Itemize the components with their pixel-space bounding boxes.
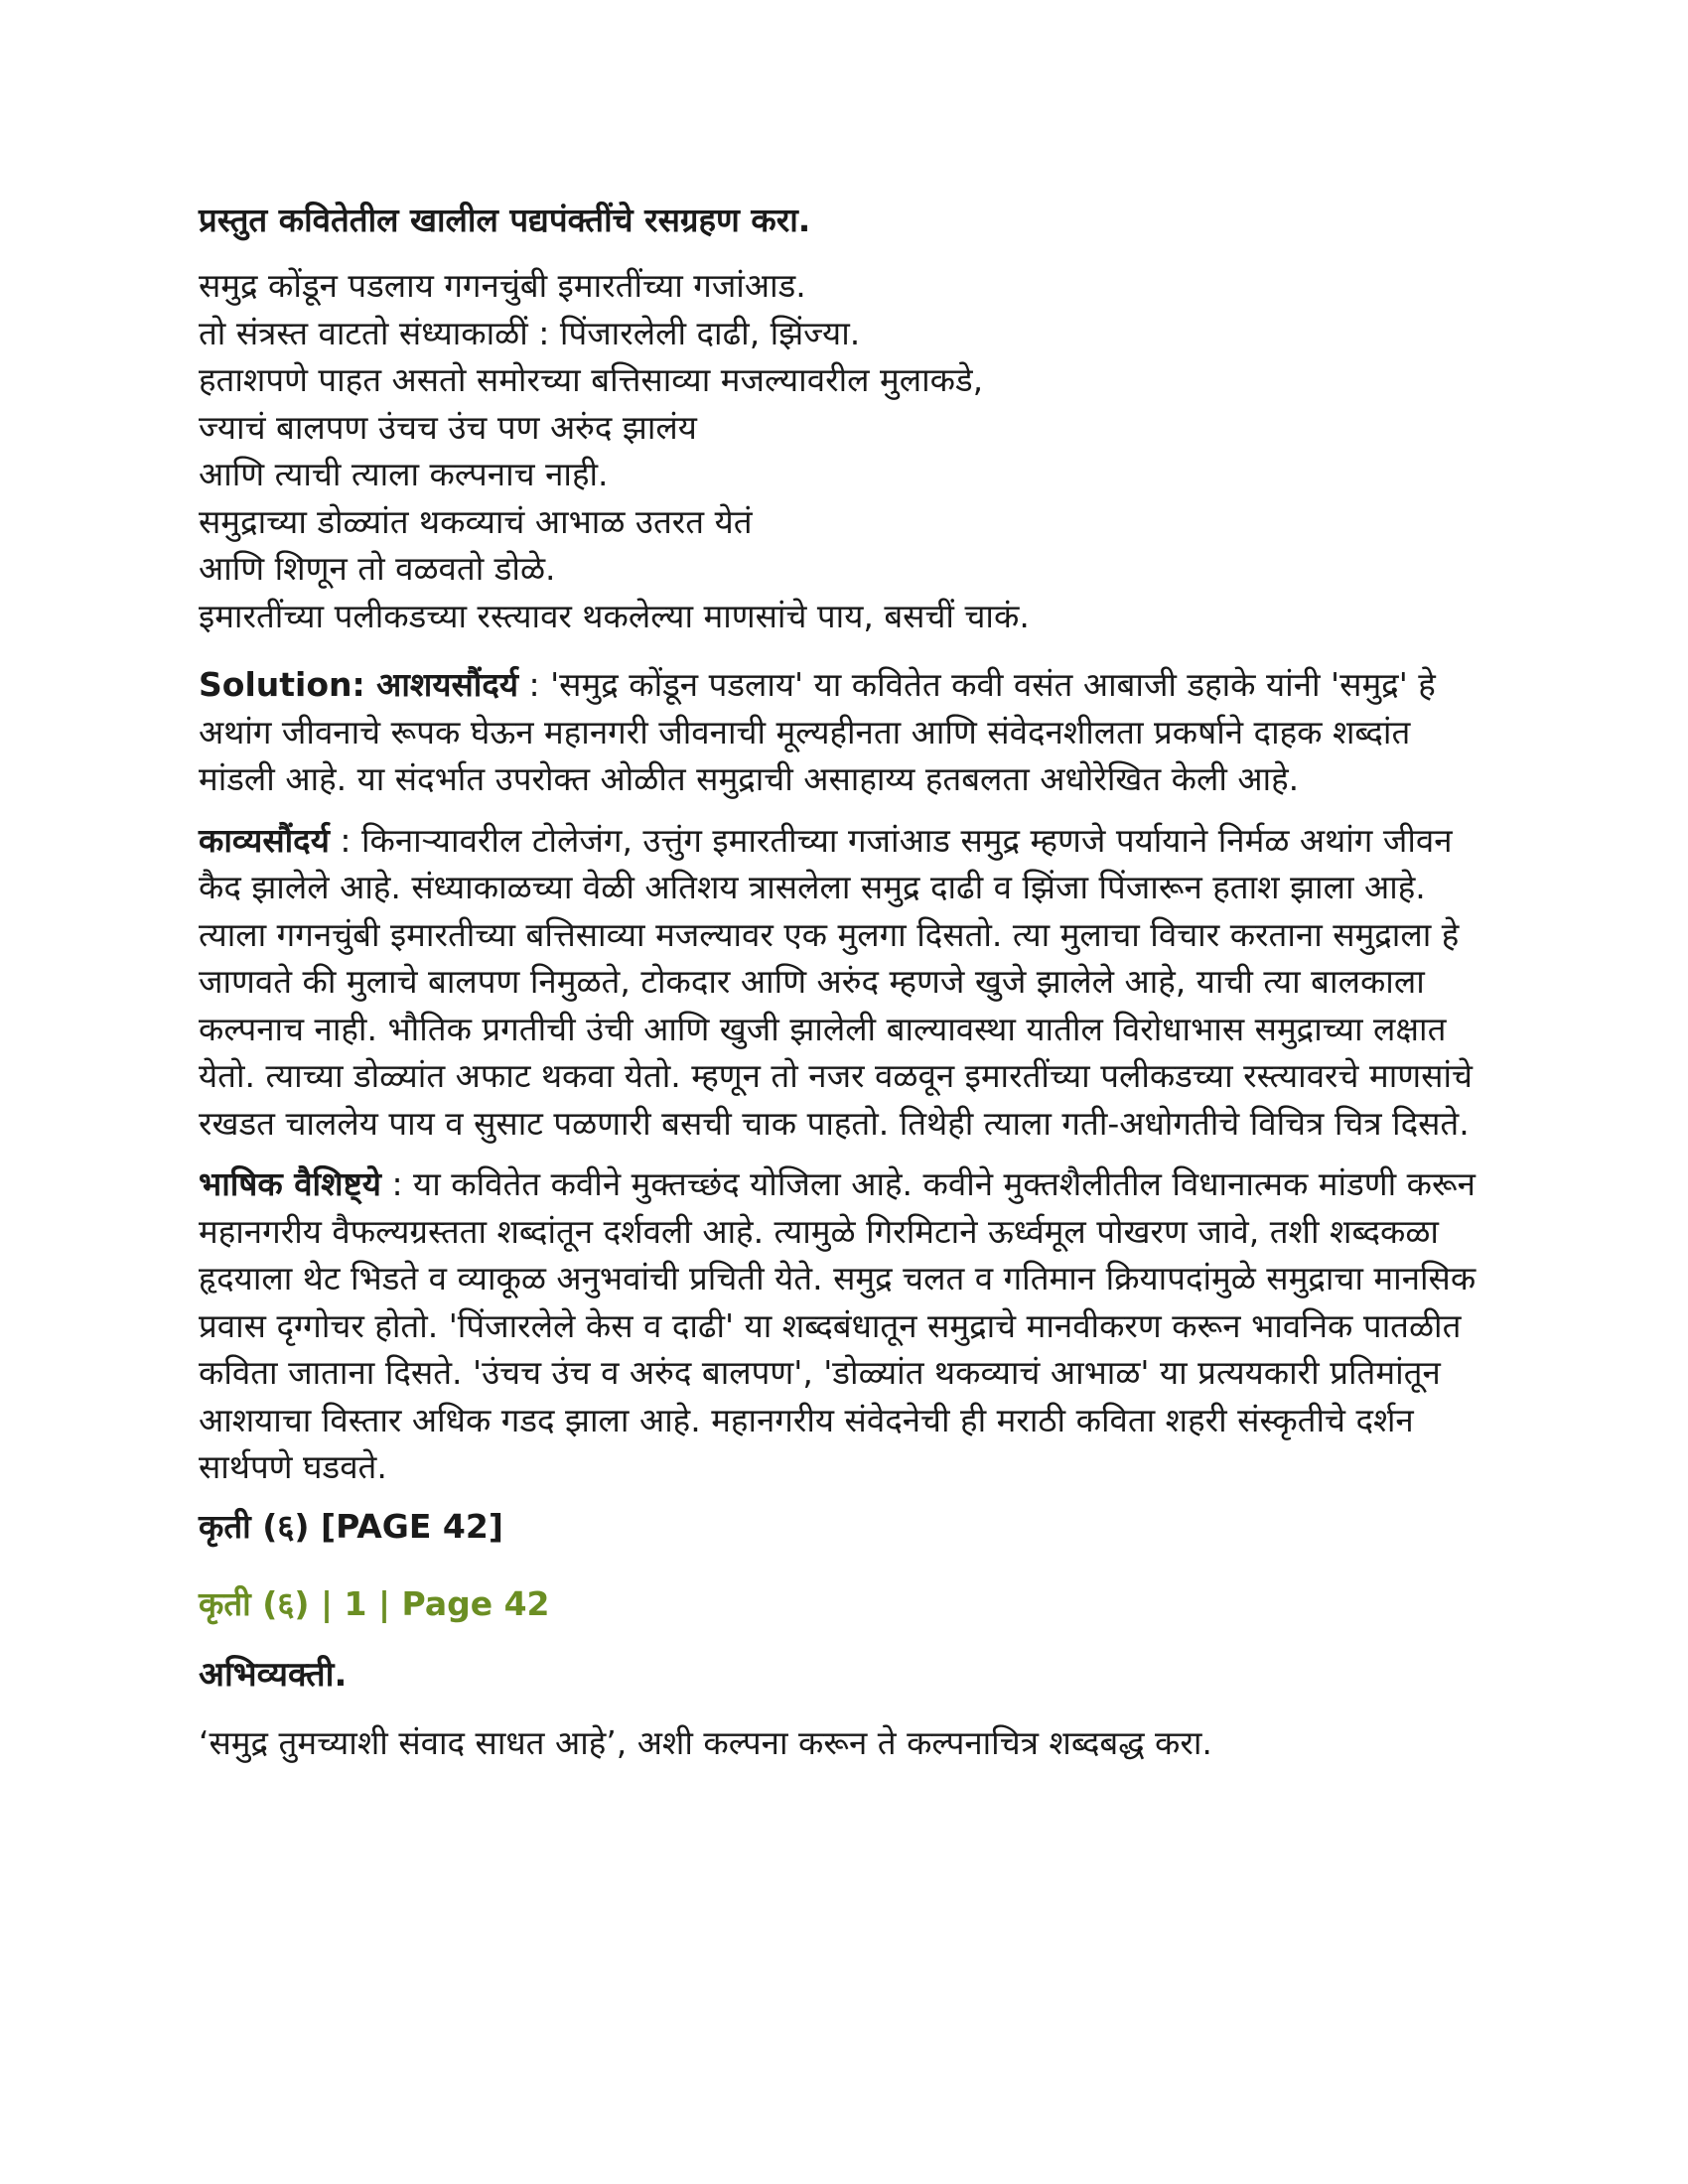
kavyasaundarya-text: : किनाऱ्यावरील टोलेजंग, उत्तुंग इमारतीच्या गजांआड समुद्र म्हणजे पर्यायाने निर्मळ अथांग जीवन कैद झालेले आहे. संध्याकाळच्या वेळी अतिशय त्रासलेला समुद्र दाढी व झिंजा पिंजारून हताश झाला आहे. त्याला गगनचुंबी इमारतीच्या बत्तिसाव्या मजल्यावर एक मुलगा दिसतो. त्या मुलाचा विचार करताना समुद्राला हे जाणवते की मुलाचे बालपण निमुळते, टोकदार आणि अरुंद म्हणजे खुजे झालेले आहे, याची त्या बालकाला कल्पनाच नाही. भौतिक प्रगतीची उंची आणि खुजी झालेली बाल्यावस्था यातील विरोधाभास समुद्राच्या लक्षात येतो. त्याच्या डोळ्यांत अफाट थकवा येतो. म्हणून तो नजर वळवून इमारतींच्या पलीकडच्या रस्त्यावरचे माणसांचे रखडत चाललेय पाय व सुसाट पळणारी बसची चाक पाहतो. तिथेही त्याला गती-अधोगतीचे विचित्र चित्र दिसते. <box>199 820 1473 1143</box>
solution-paragraph <box>199 661 1489 803</box>
kruti-heading: कृती (६) [PAGE 42] <box>199 1506 503 1546</box>
kruti-page-link[interactable]: कृती (६) | 1 | Page 42 <box>199 1583 550 1623</box>
poem-line: समुद्राच्या डोळ्यांत थकव्याचं आभाळ उतरत येतं <box>199 501 753 541</box>
solution-text: : 'समुद्र कोंडून पडलाय' या कवितेत कवी वसंत आबाजी डहाके यांनी 'समुद्र' हे अथांग जीवनाचे रूपक घेऊन महानगरी जीवनाची मूल्यहीनता आणि संवेदनशीलता प्रकर्षाने दाहक शब्दांत मांडली आहे. या संदर्भात उपरोक्त ओळीत समुद्राची असाहाय्य हतबलता अधोरेखित केली आहे. <box>199 665 1436 798</box>
task-text: ‘समुद्र तुमच्याशी संवाद साधत आहे’, अशी कल्पना करून ते कल्पनाचित्र शब्दबद्ध करा. <box>199 1722 1212 1762</box>
poem-line: आणि शिणून तो वळवतो डोळे. <box>199 549 556 588</box>
bhashik-text: : या कवितेत कवीने मुक्तच्छंद योजिला आहे. कवीने मुक्तशैलीतील विधानात्मक मांडणी करून महानगरीय वैफल्यग्रस्तता शब्दांतून दर्शवली आहे. त्यामुळे गिरमिटाने ऊर्ध्वमूल पोखरण जावे, तशी शब्दकळा हृदयाला थेट भिडते व व्याकूळ अनुभवांची प्रचिती येते. समुद्र चलत व गतिमान क्रियापदांमुळे समुद्राचा मानसिक प्रवास दृग्गोचर होतो. 'पिंजारलेले केस व दाढी' या शब्दबंधातून समुद्राचे मानवीकरण करून भावनिक पातळीत कविता जाताना दिसते. 'उंचच उंच व अरुंद बालपण', 'डोळ्यांत थकव्याचं आभाळ' या प्रत्ययकारी प्रतिमांतून आशयाचा विस्तार अधिक गडद झाला आहे. महानगरीय संवेदनेची ही मराठी कविता शहरी संस्कृतीचे दर्शन सार्थपणे घडवते. <box>199 1164 1477 1486</box>
question-heading: प्रस्तुत कवितेतील खालील पद्यपंक्तींचे रसग्रहण करा. <box>199 201 811 239</box>
kavyasaundarya-paragraph <box>199 817 1489 1148</box>
abhivyakti-heading: अभिव्यक्ती. <box>199 1654 348 1695</box>
bhashik-label: भाषिक वैशिष्ट्ये <box>199 1164 381 1203</box>
poem-line: तो संत्रस्त वाटतो संध्याकाळीं : पिंजारलेली दाढी, झिंज्या. <box>199 313 861 352</box>
kavyasaundarya-label: काव्यसौंदर्य <box>199 820 330 860</box>
poem-line: इमारतींच्या पलीकडच्या रस्त्यावर थकलेल्या माणसांचे पाय, बसचीं चाकं. <box>199 596 1030 635</box>
poem-line: ज्याचं बालपण उंचच उंच पण अरुंद झालंय <box>199 407 697 447</box>
solution-label: Solution: आशयसौंदर्य <box>199 665 519 704</box>
poem-block <box>199 262 1489 639</box>
bhashik-paragraph <box>199 1160 1489 1491</box>
poem-line: आणि त्याची त्याला कल्पनाच नाही. <box>199 455 609 493</box>
poem-line: हताशपणे पाहत असतो समोरच्या बत्तिसाव्या मजल्यावरील मुलाकडे, <box>199 360 984 399</box>
poem-line: समुद्र कोंडून पडलाय गगनचुंबी इमारतींच्या गजांआड. <box>199 266 806 305</box>
